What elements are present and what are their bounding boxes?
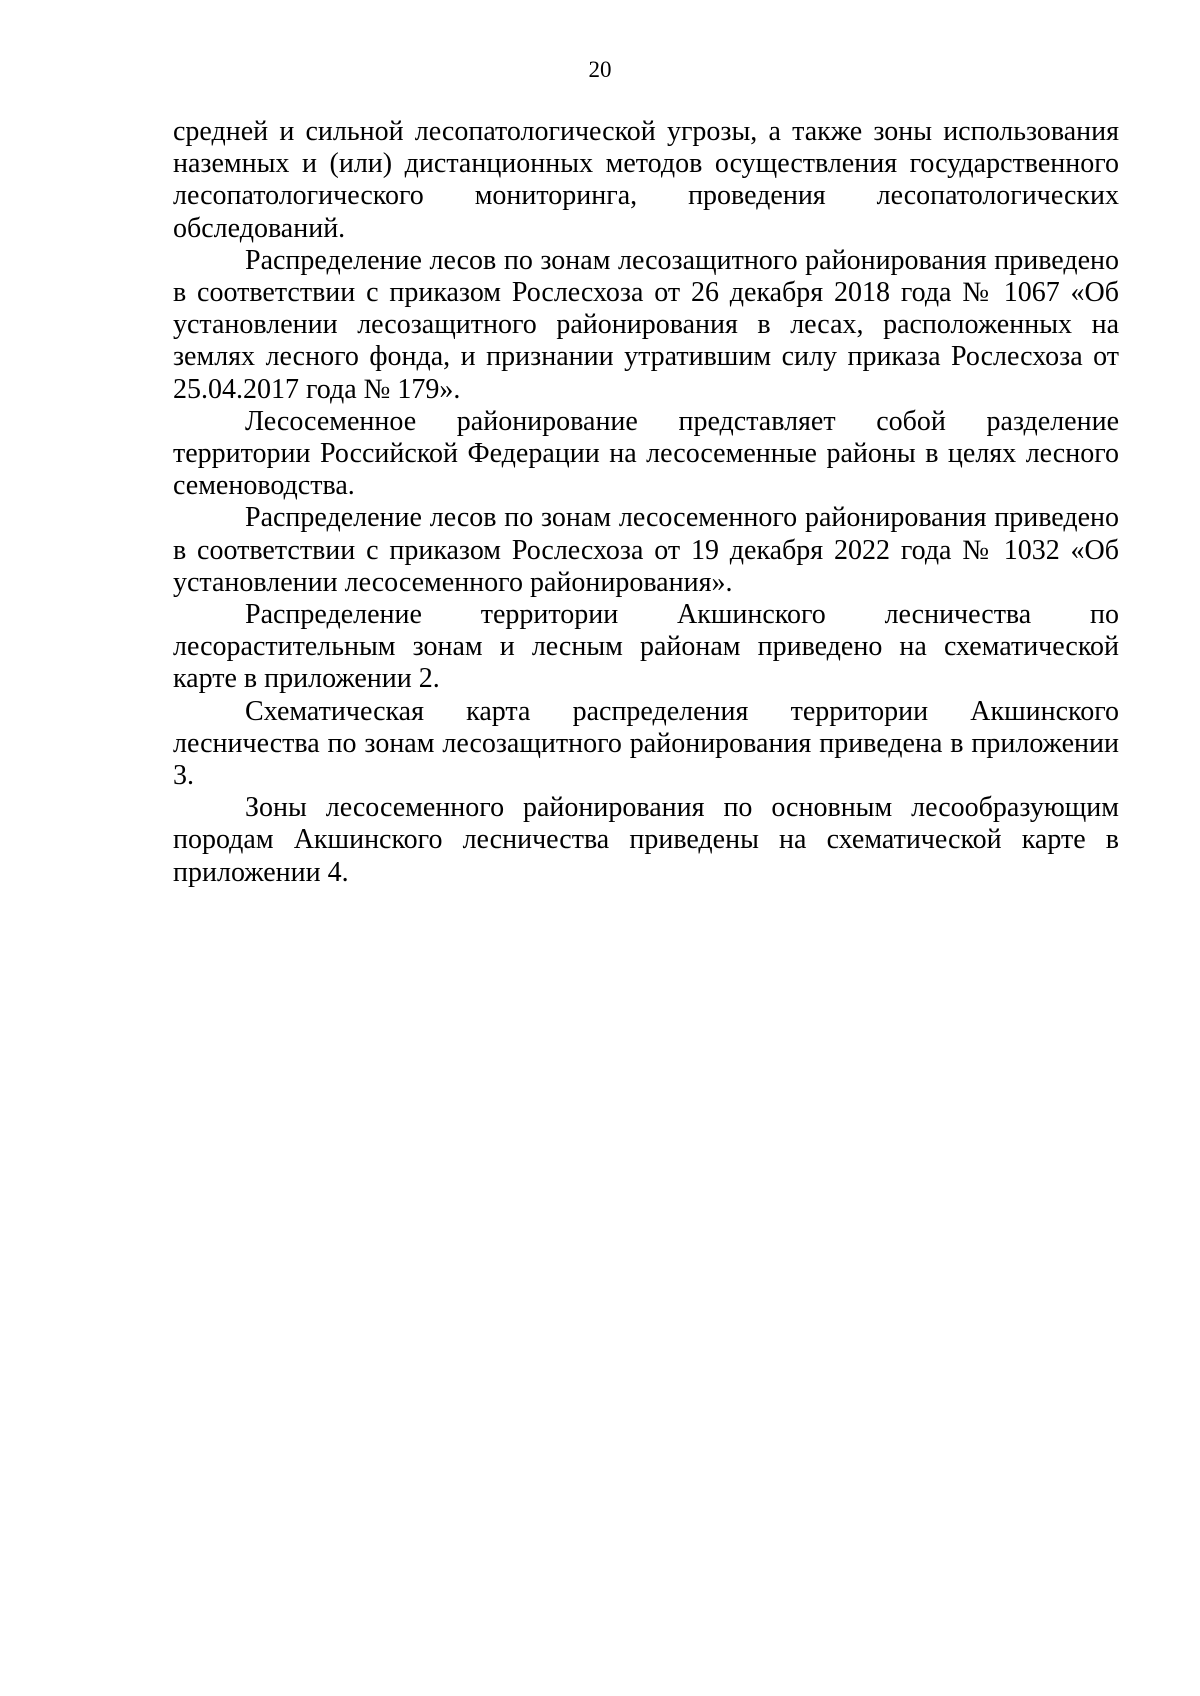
paragraph-6: Схематическая карта распределения территории Акшинского лесничества по зонам лесозащитного районирования приведена в приложении 3. <box>173 695 1119 792</box>
paragraph-4: Распределение лесов по зонам лесосеменного районирования приведено в соответствии с приказом Рослесхоза от 19 декабря 2022 года № 1032 «Об установлении лесосеменного районирования». <box>173 502 1119 598</box>
paragraph-7: Зоны лесосеменного районирования по основным лесообразующим породам Акшинского лесничества приведены на схематической карте в приложении 4. <box>173 792 1119 888</box>
paragraph-1: средней и сильной лесопатологической угрозы, а также зоны использования наземных и (или) дистанционных методов осуществления государственного лесопатологического мониторинга, проведения лесопатологических обследований. <box>173 116 1119 244</box>
paragraph-2: Распределение лесов по зонам лесозащитного районирования приведено в соответствии с приказом Рослесхоза от 26 декабря 2018 года № 1067 «Об установлении лесозащитного районирования в лесах, расположенных на землях лесного фонда, и признании утратившим силу приказа Рослесхоза от 25.04.2017 года № 179». <box>173 244 1119 405</box>
document-body <box>173 116 1119 889</box>
paragraph-5: Распределение территории Акшинского лесничества по лесорастительным зонам и лесным районам приведено на схематической карте в приложении 2. <box>173 599 1119 695</box>
page-number: 20 <box>588 57 612 82</box>
paragraph-3: Лесосеменное районирование представляет собой разделение территории Российской Федерации на лесосеменные районы в целях лесного семеноводства. <box>173 405 1119 502</box>
